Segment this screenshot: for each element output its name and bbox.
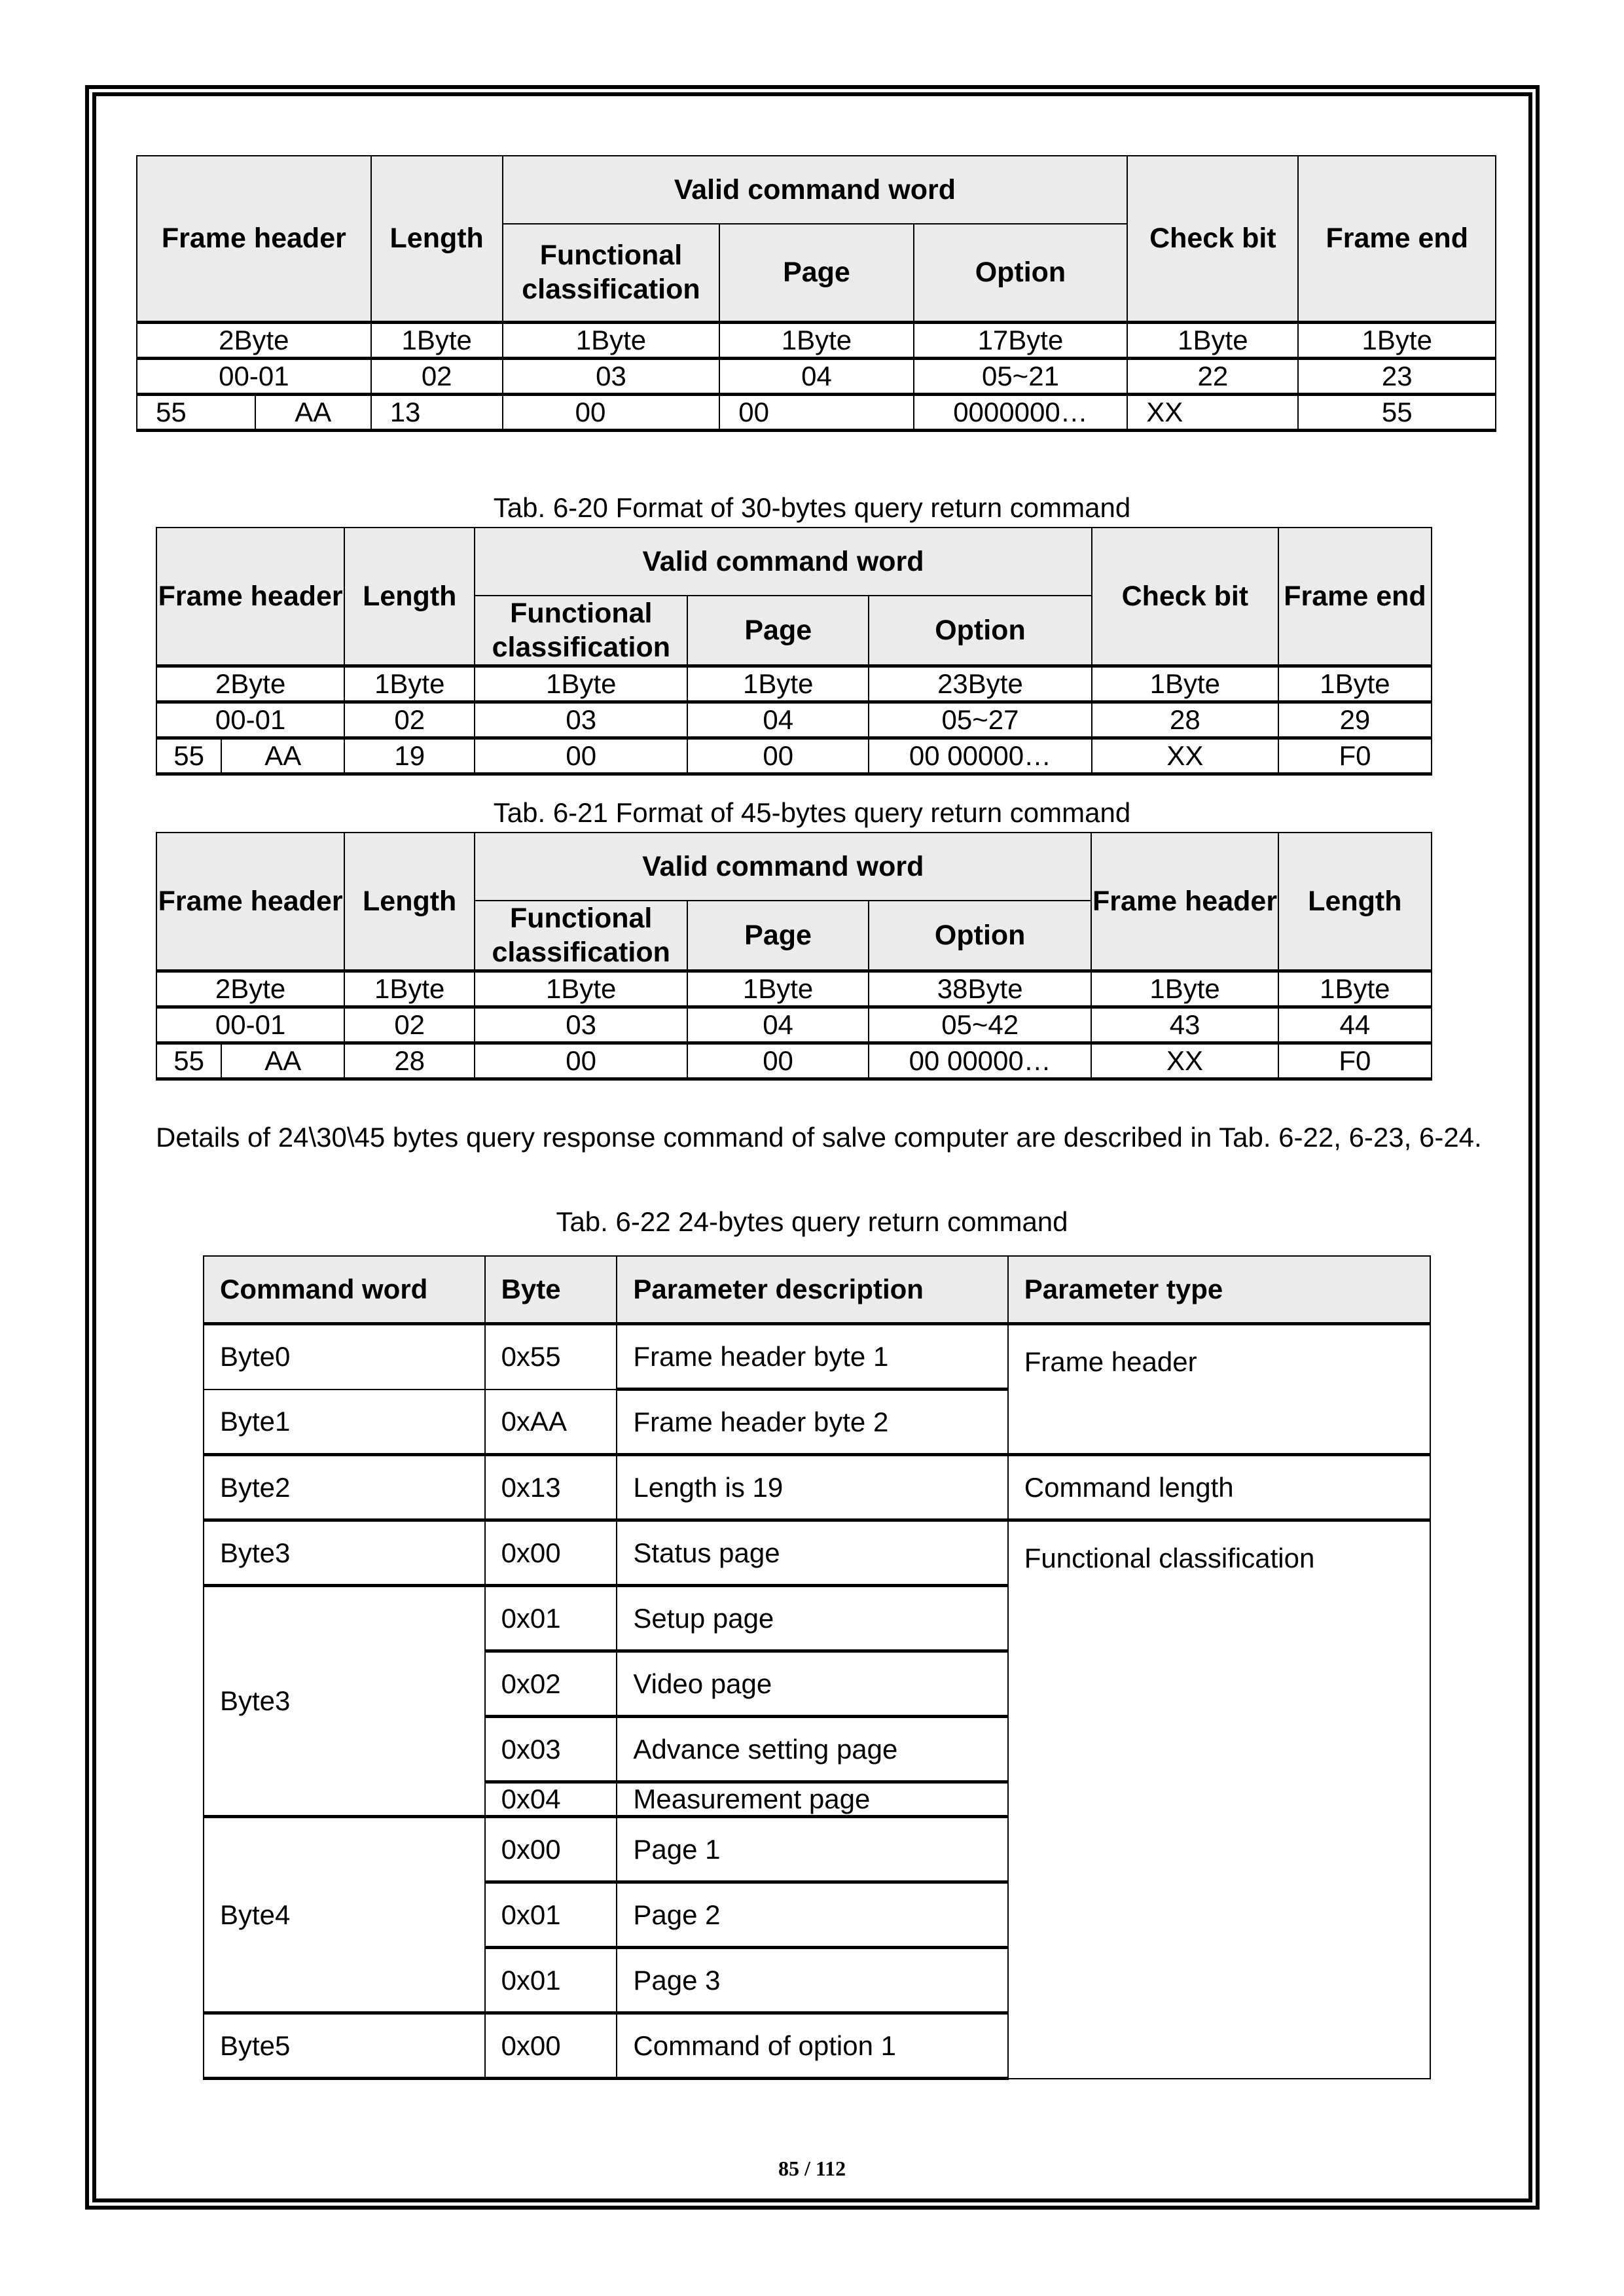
table-cell-type: Frame header [1008,1324,1430,1455]
table-cell: 28 [1092,702,1278,738]
table-cell: 1Byte [687,666,869,702]
table-cell: Video page [617,1651,1007,1717]
table-cell: XX [1127,394,1298,430]
header-page: Page [719,224,913,322]
table-cell: 0x13 [485,1455,617,1520]
table-cell: AA [255,394,371,430]
table-cell: 1Byte [1298,322,1496,358]
table-cell: 00 [475,738,687,774]
table-24-bytes-query-return [203,1255,1431,2080]
table-cell: 55 [1298,394,1496,430]
table-cell: Frame header byte 2 [617,1390,1007,1455]
caption-table-6-21: Tab. 6-21 Format of 45-bytes query return command [493,797,1131,828]
table-cell: 00 [719,394,913,430]
table-cell: 00 [687,738,869,774]
table-cell: 05~27 [869,702,1092,738]
header-option: Option [869,901,1092,971]
header-valid-command-word: Valid command word [503,156,1128,224]
table-row-sizes [156,666,1432,702]
header-length: Length [344,833,475,971]
table-cell: 00 00000… [869,738,1092,774]
table-cell: 2Byte [156,666,344,702]
table-cell: 1Byte [344,971,475,1007]
table-cell: 55 [137,394,255,430]
table-cell: 1Byte [503,322,720,358]
table-cell: 0x01 [485,1586,617,1651]
table-cell: Frame header byte 1 [617,1324,1007,1390]
table-24-bytes-format [136,155,1496,432]
table-cell: 2Byte [156,971,344,1007]
header-valid-command-word: Valid command word [475,833,1091,901]
header-parameter-description: Parameter description [617,1256,1007,1324]
table-row-index [137,358,1496,394]
header-page: Page [687,901,869,971]
table-cell: 0x04 [485,1782,617,1817]
table-cell-type: Command length [1008,1455,1430,1520]
table-cell: 04 [719,358,913,394]
table-cell: 02 [344,1007,475,1043]
table-cell: XX [1091,1043,1278,1079]
table-cell: 05~42 [869,1007,1092,1043]
table-cell: 1Byte [687,971,869,1007]
table-cell: 1Byte [475,971,687,1007]
table-cell: 00-01 [156,1007,344,1043]
table-row-index [156,1007,1432,1043]
header-functional-classification: Functional classification [475,901,687,971]
header-frame-header: Frame header [156,833,344,971]
table-cell: 00 [687,1043,869,1079]
table-cell: 2Byte [137,322,371,358]
table-cell: 1Byte [1127,322,1298,358]
table-cell: 1Byte [1091,971,1278,1007]
table-row-values [156,738,1432,774]
table-cell: AA [221,738,344,774]
table-cell: 03 [475,1007,687,1043]
table-cell: 28 [344,1043,475,1079]
table-30-bytes-format [156,527,1432,776]
table-cell: Byte3 [204,1520,485,1586]
table-cell: 1Byte [1278,971,1432,1007]
table-cell: 17Byte [914,322,1128,358]
header-page: Page [687,596,869,666]
table-cell: 0x55 [485,1324,617,1390]
table-cell: Advance setting page [617,1717,1007,1782]
table-cell: 0x01 [485,1882,617,1948]
table-row-values [137,394,1496,430]
table-row [204,1324,1430,1390]
header-functional-classification: Functional classification [475,596,687,666]
table-row-values [156,1043,1432,1079]
header-frame-end: Frame end [1278,528,1432,666]
table-cell: 1Byte [371,322,503,358]
table-cell: 38Byte [869,971,1092,1007]
page-number: 85 / 112 [778,2157,846,2180]
table-cell: 02 [371,358,503,394]
table-cell: AA [221,1043,344,1079]
table-cell: 05~21 [914,358,1128,394]
table-cell: 00 [503,394,720,430]
header-command-word: Command word [204,1256,485,1324]
header-length-2: Length [1278,833,1432,971]
table-cell: Status page [617,1520,1007,1586]
table-cell: 00-01 [156,702,344,738]
header-byte: Byte [485,1256,617,1324]
header-option: Option [869,596,1092,666]
body-paragraph: Details of 24\30\45 bytes query response command of salve computer are described in Tab. 6-22, 6-23, 6-24. [156,1122,1482,1153]
table-cell: Length is 19 [617,1455,1007,1520]
table-cell: 0000000… [914,394,1128,430]
table-cell: Byte4 [204,1817,485,2013]
table-row [204,1455,1430,1520]
caption-table-6-20: Tab. 6-20 Format of 30-bytes query return command [493,492,1131,523]
table-cell: Page 1 [617,1817,1007,1882]
table-cell: 0x00 [485,2013,617,2079]
table-cell: 1Byte [1278,666,1432,702]
table-cell: 23 [1298,358,1496,394]
table-cell: 23Byte [869,666,1092,702]
table-cell: 1Byte [719,322,913,358]
table-cell: 55 [156,738,221,774]
table-row-index [156,702,1432,738]
header-check-bit: Check bit [1127,156,1298,322]
table-cell: 55 [156,1043,221,1079]
table-cell: 0x00 [485,1520,617,1586]
header-frame-header-2: Frame header [1091,833,1278,971]
header-length: Length [344,528,475,666]
table-cell: 0x00 [485,1817,617,1882]
table-cell: Byte3 [204,1586,485,1817]
table-row [204,1520,1430,1586]
table-cell: 00-01 [137,358,371,394]
table-cell: Setup page [617,1586,1007,1651]
header-check-bit: Check bit [1092,528,1278,666]
table-cell: 44 [1278,1007,1432,1043]
header-frame-header: Frame header [137,156,371,322]
table-cell: Command of option 1 [617,2013,1007,2079]
table-cell: 1Byte [1092,666,1278,702]
table-cell: 43 [1091,1007,1278,1043]
table-cell: 0x01 [485,1948,617,2013]
table-cell: 22 [1127,358,1298,394]
table-cell: Byte5 [204,2013,485,2079]
header-frame-header: Frame header [156,528,344,666]
table-cell: 04 [687,702,869,738]
header-functional-classification: Functional classification [503,224,720,322]
table-cell: 0x03 [485,1717,617,1782]
table-cell: XX [1092,738,1278,774]
table-cell: Measurement page [617,1782,1007,1817]
header-valid-command-word: Valid command word [475,528,1092,596]
table-cell: Page 2 [617,1882,1007,1948]
header-option: Option [914,224,1128,322]
table-cell: Page 3 [617,1948,1007,2013]
table-cell: 1Byte [344,666,475,702]
table-cell: 03 [503,358,720,394]
table-cell: F0 [1278,738,1432,774]
table-row-sizes [137,322,1496,358]
table-cell: Byte1 [204,1390,485,1455]
table-cell: Byte2 [204,1455,485,1520]
table-cell: 13 [371,394,503,430]
caption-table-6-22: Tab. 6-22 24-bytes query return command [556,1206,1068,1237]
table-cell: 03 [475,702,687,738]
table-cell: 0xAA [485,1390,617,1455]
table-cell: F0 [1278,1043,1432,1079]
table-cell-type: Functional classification [1008,1520,1430,2079]
table-cell: 0x02 [485,1651,617,1717]
table-cell: 1Byte [475,666,687,702]
header-frame-end: Frame end [1298,156,1496,322]
header-length: Length [371,156,503,322]
table-cell: 19 [344,738,475,774]
table-cell: 04 [687,1007,869,1043]
table-cell: 02 [344,702,475,738]
table-cell: Byte0 [204,1324,485,1390]
table-header-row [204,1256,1430,1324]
table-cell: 00 [475,1043,687,1079]
table-row-sizes [156,971,1432,1007]
header-parameter-type: Parameter type [1008,1256,1430,1324]
table-cell: 29 [1278,702,1432,738]
table-45-bytes-format [156,832,1432,1081]
table-cell: 00 00000… [869,1043,1092,1079]
